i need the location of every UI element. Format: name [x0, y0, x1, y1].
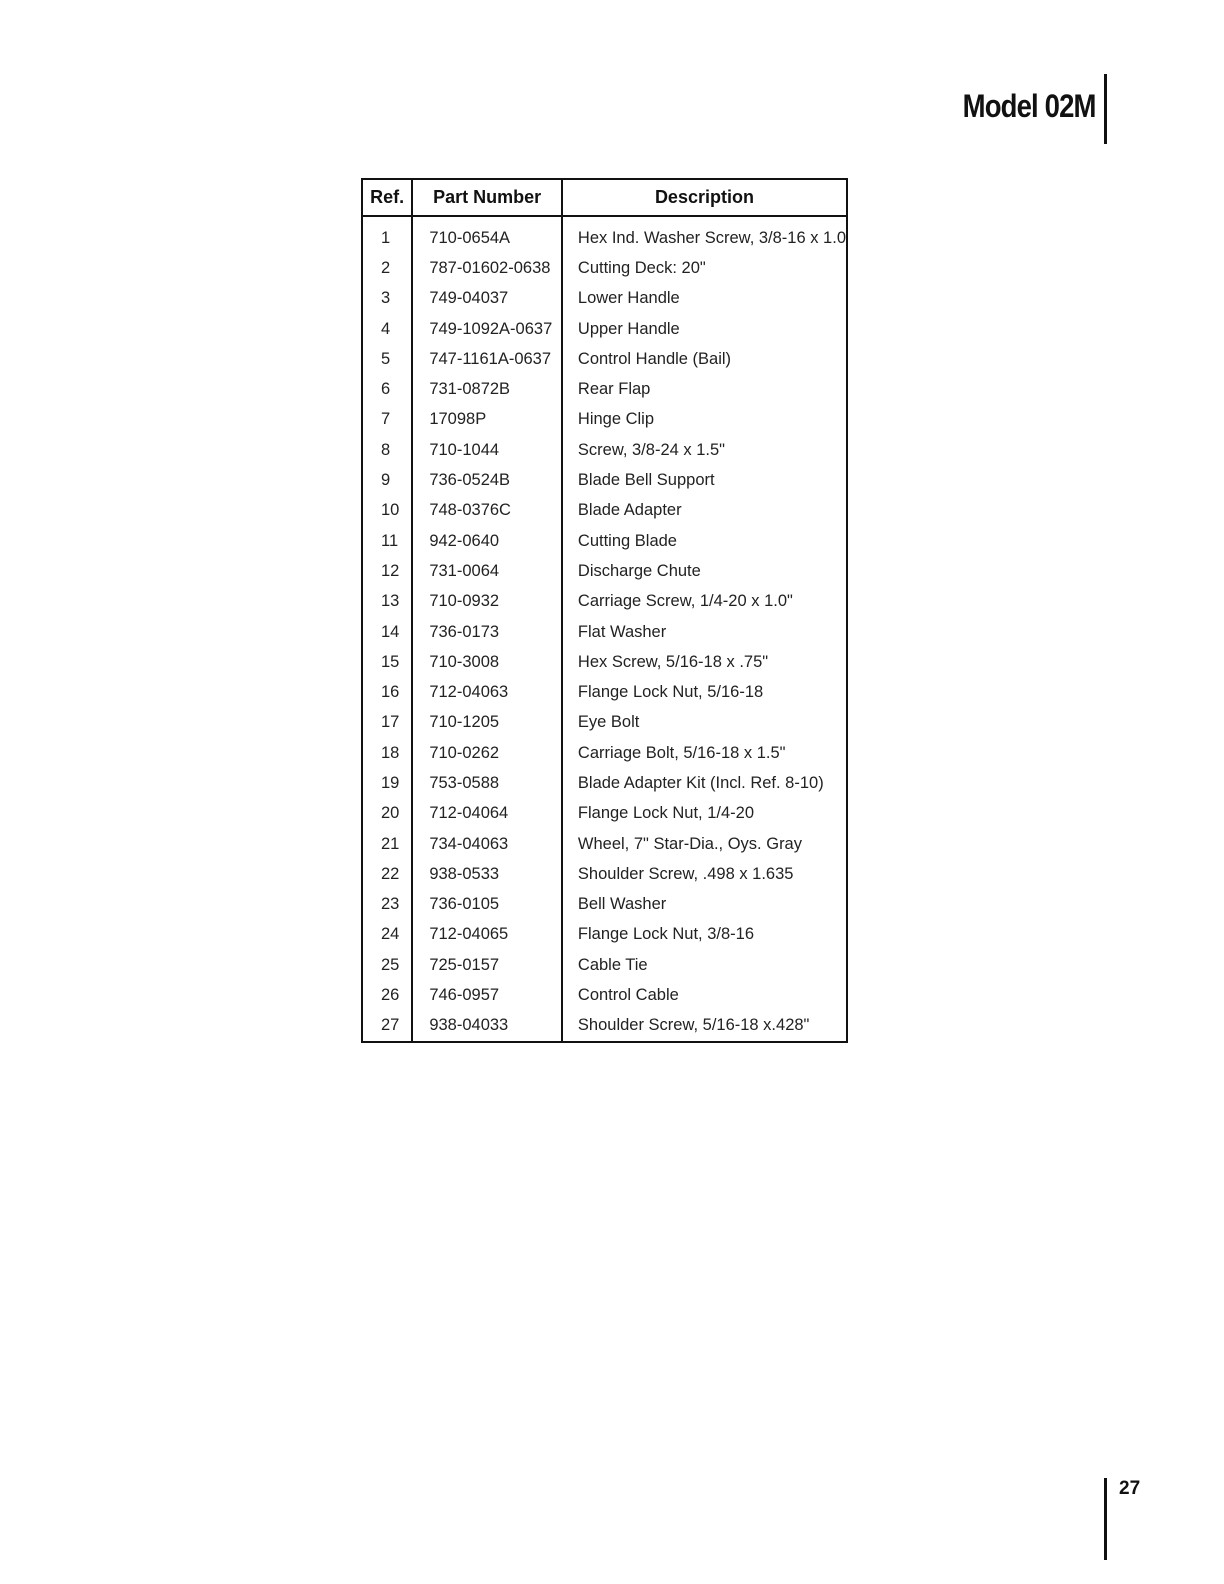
ref-cell: 15	[362, 647, 412, 677]
ref-cell: 27	[362, 1011, 412, 1042]
part-number-cell: 712-04065	[412, 920, 562, 950]
table-row	[362, 708, 847, 738]
part-number-cell: 736-0173	[412, 617, 562, 647]
ref-cell: 11	[362, 526, 412, 556]
ref-cell: 8	[362, 435, 412, 465]
description-cell: Flat Washer	[577, 622, 667, 641]
part-number-cell: 17098P	[412, 405, 562, 435]
description-cell: Hinge Clip	[577, 410, 655, 429]
ref-cell: 16	[362, 677, 412, 707]
description-cell: Eye Bolt	[577, 713, 640, 732]
description-cell: Cable Tie	[577, 955, 648, 974]
part-number-cell: 710-0654A	[412, 216, 562, 253]
table-row	[362, 738, 847, 768]
part-number-cell: 710-0262	[412, 738, 562, 768]
table-body	[362, 216, 847, 1042]
part-number-cell: 748-0376C	[412, 496, 562, 526]
title-divider-bar	[1104, 74, 1107, 144]
description-cell: Blade Bell Support	[577, 471, 715, 490]
table-row	[362, 526, 847, 556]
ref-cell: 24	[362, 920, 412, 950]
table-row	[362, 405, 847, 435]
table-row	[362, 677, 847, 707]
description-cell: Bell Washer	[577, 895, 667, 914]
ref-cell: 22	[362, 859, 412, 889]
ref-cell: 12	[362, 556, 412, 586]
table-row	[362, 556, 847, 586]
table-row	[362, 647, 847, 677]
table-header-row	[362, 179, 847, 216]
table-row	[362, 1011, 847, 1042]
description-cell: Flange Lock Nut, 1/4-20	[577, 804, 755, 823]
table-row	[362, 768, 847, 798]
page-title: Model 02M	[963, 88, 1096, 124]
ref-cell: 1	[362, 216, 412, 253]
parts-table	[361, 178, 848, 1043]
part-number-cell: 712-04063	[412, 677, 562, 707]
part-number-cell: 731-0064	[412, 556, 562, 586]
description-cell: Rear Flap	[577, 380, 651, 399]
description-cell: Carriage Bolt, 5/16-18 x 1.5"	[577, 743, 786, 762]
column-header-part-number: Part Number	[412, 179, 562, 216]
ref-cell: 10	[362, 496, 412, 526]
ref-cell: 9	[362, 465, 412, 495]
column-header-ref: Ref.	[362, 179, 412, 216]
ref-cell: 3	[362, 284, 412, 314]
ref-cell: 14	[362, 617, 412, 647]
description-cell: Cutting Deck: 20"	[577, 258, 706, 277]
part-number-cell: 710-1205	[412, 708, 562, 738]
ref-cell: 6	[362, 374, 412, 404]
part-number-cell: 710-3008	[412, 647, 562, 677]
description-cell: Lower Handle	[577, 289, 680, 308]
table-row	[362, 617, 847, 647]
description-cell: Screw, 3/8-24 x 1.5"	[577, 440, 726, 459]
ref-cell: 5	[362, 344, 412, 374]
column-header-description: Description	[562, 179, 847, 216]
description-cell: Hex Screw, 5/16-18 x .75"	[577, 652, 769, 671]
table-row	[362, 216, 847, 253]
part-number-cell: 710-1044	[412, 435, 562, 465]
description-cell: Hex Ind. Washer Screw, 3/8-16 x 1.0	[577, 228, 846, 247]
description-cell: Upper Handle	[577, 319, 680, 338]
table-row	[362, 374, 847, 404]
part-number-cell: 710-0932	[412, 587, 562, 617]
table-row	[362, 859, 847, 889]
table-row	[362, 950, 847, 980]
table-row	[362, 829, 847, 859]
table-row	[362, 890, 847, 920]
ref-cell: 2	[362, 253, 412, 283]
ref-cell: 26	[362, 980, 412, 1010]
ref-cell: 19	[362, 768, 412, 798]
description-cell: Control Handle (Bail)	[577, 349, 732, 368]
part-number-cell: 942-0640	[412, 526, 562, 556]
table-row	[362, 314, 847, 344]
part-number-cell: 736-0524B	[412, 465, 562, 495]
table-row	[362, 253, 847, 283]
description-cell: Carriage Screw, 1/4-20 x 1.0"	[577, 592, 793, 611]
table-row	[362, 496, 847, 526]
table-row	[362, 799, 847, 829]
table-row	[362, 587, 847, 617]
part-number-cell: 747-1161A-0637	[412, 344, 562, 374]
description-cell: Shoulder Screw, 5/16-18 x.428"	[577, 1016, 810, 1035]
description-cell: Blade Adapter	[577, 501, 682, 520]
description-cell: Blade Adapter Kit (Incl. Ref. 8-10)	[577, 773, 824, 792]
description-cell: Flange Lock Nut, 3/8-16	[577, 925, 755, 944]
part-number-cell: 725-0157	[412, 950, 562, 980]
page-number-divider-bar	[1104, 1478, 1107, 1560]
part-number-cell: 749-04037	[412, 284, 562, 314]
ref-cell: 25	[362, 950, 412, 980]
description-cell: Shoulder Screw, .498 x 1.635	[577, 864, 794, 883]
part-number-cell: 938-0533	[412, 859, 562, 889]
part-number-cell: 749-1092A-0637	[412, 314, 562, 344]
ref-cell: 20	[362, 799, 412, 829]
page-number: 27	[1119, 1478, 1141, 1499]
description-cell: Cutting Blade	[577, 531, 677, 550]
part-number-cell: 731-0872B	[412, 374, 562, 404]
ref-cell: 13	[362, 587, 412, 617]
description-cell: Flange Lock Nut, 5/16-18	[577, 683, 764, 702]
part-number-cell: 736-0105	[412, 890, 562, 920]
part-number-cell: 746-0957	[412, 980, 562, 1010]
part-number-cell: 753-0588	[412, 768, 562, 798]
table-row	[362, 435, 847, 465]
description-cell: Discharge Chute	[577, 561, 701, 580]
ref-cell: 17	[362, 708, 412, 738]
table-row	[362, 284, 847, 314]
part-number-cell: 938-04033	[412, 1011, 562, 1042]
table-row	[362, 344, 847, 374]
ref-cell: 7	[362, 405, 412, 435]
ref-cell: 4	[362, 314, 412, 344]
table-row	[362, 465, 847, 495]
part-number-cell: 712-04064	[412, 799, 562, 829]
description-cell: Wheel, 7" Star-Dia., Oys. Gray	[577, 834, 802, 853]
ref-cell: 21	[362, 829, 412, 859]
description-cell: Control Cable	[577, 986, 679, 1005]
table-row	[362, 920, 847, 950]
ref-cell: 18	[362, 738, 412, 768]
ref-cell: 23	[362, 890, 412, 920]
table-row	[362, 980, 847, 1010]
part-number-cell: 734-04063	[412, 829, 562, 859]
part-number-cell: 787-01602-0638	[412, 253, 562, 283]
